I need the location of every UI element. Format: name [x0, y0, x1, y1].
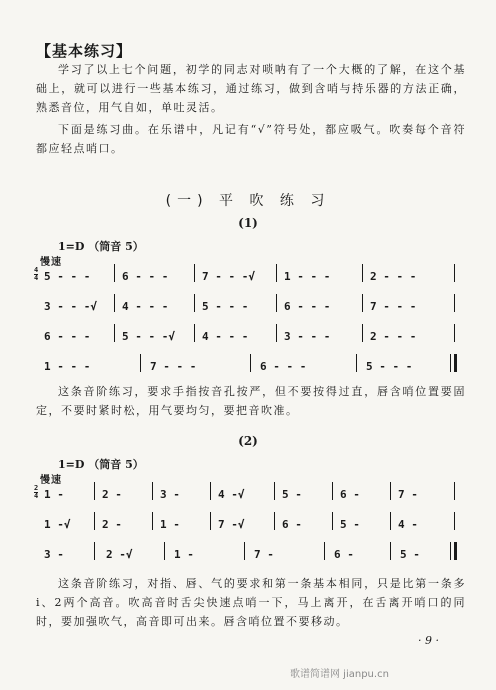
staff-row: [34, 480, 462, 510]
measure: 2 -: [102, 488, 122, 501]
time-signature: 4 4: [34, 266, 39, 282]
staff-row: [34, 540, 462, 570]
measure: 7 -: [254, 548, 274, 561]
bar-line: [362, 294, 363, 312]
exercise-1-caption: 这条音阶练习，要求手指按音孔按严，但不要按得过直，唇含哨位置要固定，不要时紧时松，用气要均匀，要把音吹准。: [36, 385, 466, 417]
measure: 4 - - -: [122, 300, 169, 313]
staff-row: [34, 262, 462, 292]
staff-row: [34, 322, 462, 352]
bar-line: [390, 512, 391, 530]
measure: 3 -: [160, 488, 180, 501]
intro-paragraph-2: 下面是练习曲。在乐谱中，凡记有“√”符号处，都应吸气。吹奏每个音符都应轻点哨口。: [36, 123, 466, 155]
measure: 6 -: [282, 518, 302, 531]
bar-line: [194, 324, 195, 342]
bar-line: [324, 542, 325, 560]
measure: 7 -√: [218, 518, 245, 531]
exercise-2-number: (2): [238, 434, 258, 448]
bar-line: [194, 294, 195, 312]
bar-line: [454, 264, 455, 282]
measure: 6 - - -: [122, 270, 169, 283]
measure: 2 - - -: [370, 270, 417, 283]
bar-line: [454, 324, 455, 342]
measure: 1 - - -: [44, 360, 91, 373]
bar-line: [140, 354, 141, 372]
page-number: · 9 ·: [418, 634, 439, 647]
bar-line: [114, 294, 115, 312]
measure: 1 -: [44, 488, 64, 501]
bar-line: [332, 482, 333, 500]
exercise-1-tempo: 慢速: [40, 257, 62, 268]
measure: 3 -: [44, 548, 64, 561]
measure: 7 - - -: [370, 300, 417, 313]
measure: 2 -: [102, 518, 122, 531]
measure: 4 -: [398, 518, 418, 531]
measure: 3 - - -√: [44, 300, 97, 313]
site-watermark: 歌谱简谱网 jianpu.cn: [290, 669, 389, 680]
bar-line: [274, 512, 275, 530]
measure: 7 - - -√: [202, 270, 255, 283]
measure: 1 -: [174, 548, 194, 561]
exercise-1-number: (1): [238, 216, 258, 230]
staff-row: [34, 510, 462, 540]
measure: 5 -: [340, 518, 360, 531]
measure: 7 -: [398, 488, 418, 501]
bar-line: [276, 324, 277, 342]
exercise-2-key: 1=D （筒音 5）: [58, 458, 144, 471]
exercise-2-staff: [34, 480, 462, 570]
measure: 1 -√: [44, 518, 71, 531]
measure: 5 -: [282, 488, 302, 501]
bar-line: [390, 542, 391, 560]
time-signature: 2 4: [34, 484, 39, 500]
measure: 2 -√: [106, 548, 133, 561]
bar-line: [194, 264, 195, 282]
measure: 6 -: [334, 548, 354, 561]
measure: 6 -: [340, 488, 360, 501]
bar-line: [94, 482, 95, 500]
bar-line: [276, 294, 277, 312]
measure: 5 - - -: [202, 300, 249, 313]
bar-line: [362, 324, 363, 342]
bar-line: [274, 482, 275, 500]
measure: 4 -√: [218, 488, 245, 501]
measure: 2 - - -: [370, 330, 417, 343]
staff-row: [34, 292, 462, 322]
exercise-1-staff: [34, 262, 462, 382]
bar-line: [244, 542, 245, 560]
bar-line: [210, 512, 211, 530]
bar-line: [454, 512, 455, 530]
measure: 6 - - -: [284, 300, 331, 313]
measure: 1 -: [160, 518, 180, 531]
measure: 3 - - -: [284, 330, 331, 343]
intro-paragraph-1: 学习了以上七个问题，初学的同志对唢呐有了一个大概的了解，在这个基础上，就可以进行一些基本练习，通过练习，做到含哨与持乐器的方法正确，熟悉音位，用气自如，单吐灵活。: [36, 63, 466, 114]
bar-line: [390, 482, 391, 500]
bar-line: [332, 512, 333, 530]
bar-line: [356, 354, 357, 372]
measure: 6 - - -: [44, 330, 91, 343]
final-bar-line: [454, 354, 457, 372]
part-title: (一) 平 吹 练 习: [165, 193, 331, 209]
bar-line: [94, 512, 95, 530]
section-heading: 【基本练习】: [36, 42, 133, 60]
measure: 7 - - -: [150, 360, 197, 373]
bar-line: [454, 294, 455, 312]
measure: 5 -: [400, 548, 420, 561]
measure: 5 - - -: [366, 360, 413, 373]
final-bar-line: [454, 542, 457, 560]
bar-line: [94, 542, 95, 560]
bar-line: [114, 264, 115, 282]
measure: 5 - - -√: [122, 330, 175, 343]
exercise-2-caption: 这条音阶练习，对指、唇、气的要求和第一条基本相同，只是比第一条多i、2两个高音。吹高音时舌尖快速点哨一下，马上离开，在舌离开哨口的同时，要加强吹气，高音即可出来。唇含哨位置不要移动。: [36, 577, 466, 628]
measure: 6 - - -: [260, 360, 307, 373]
exercise-1-key: 1=D （筒音 5）: [58, 240, 144, 253]
measure: 5 - - -: [44, 270, 91, 283]
exercise-2-tempo: 慢速: [40, 475, 62, 486]
measure: 1 - - -: [284, 270, 331, 283]
bar-line: [152, 482, 153, 500]
staff-row: [34, 352, 462, 382]
bar-line: [152, 512, 153, 530]
bar-line: [210, 482, 211, 500]
bar-line: [114, 324, 115, 342]
bar-line: [276, 264, 277, 282]
bar-line: [164, 542, 165, 560]
bar-line: [454, 482, 455, 500]
bar-line: [250, 354, 251, 372]
bar-line: [362, 264, 363, 282]
measure: 4 - - -: [202, 330, 249, 343]
